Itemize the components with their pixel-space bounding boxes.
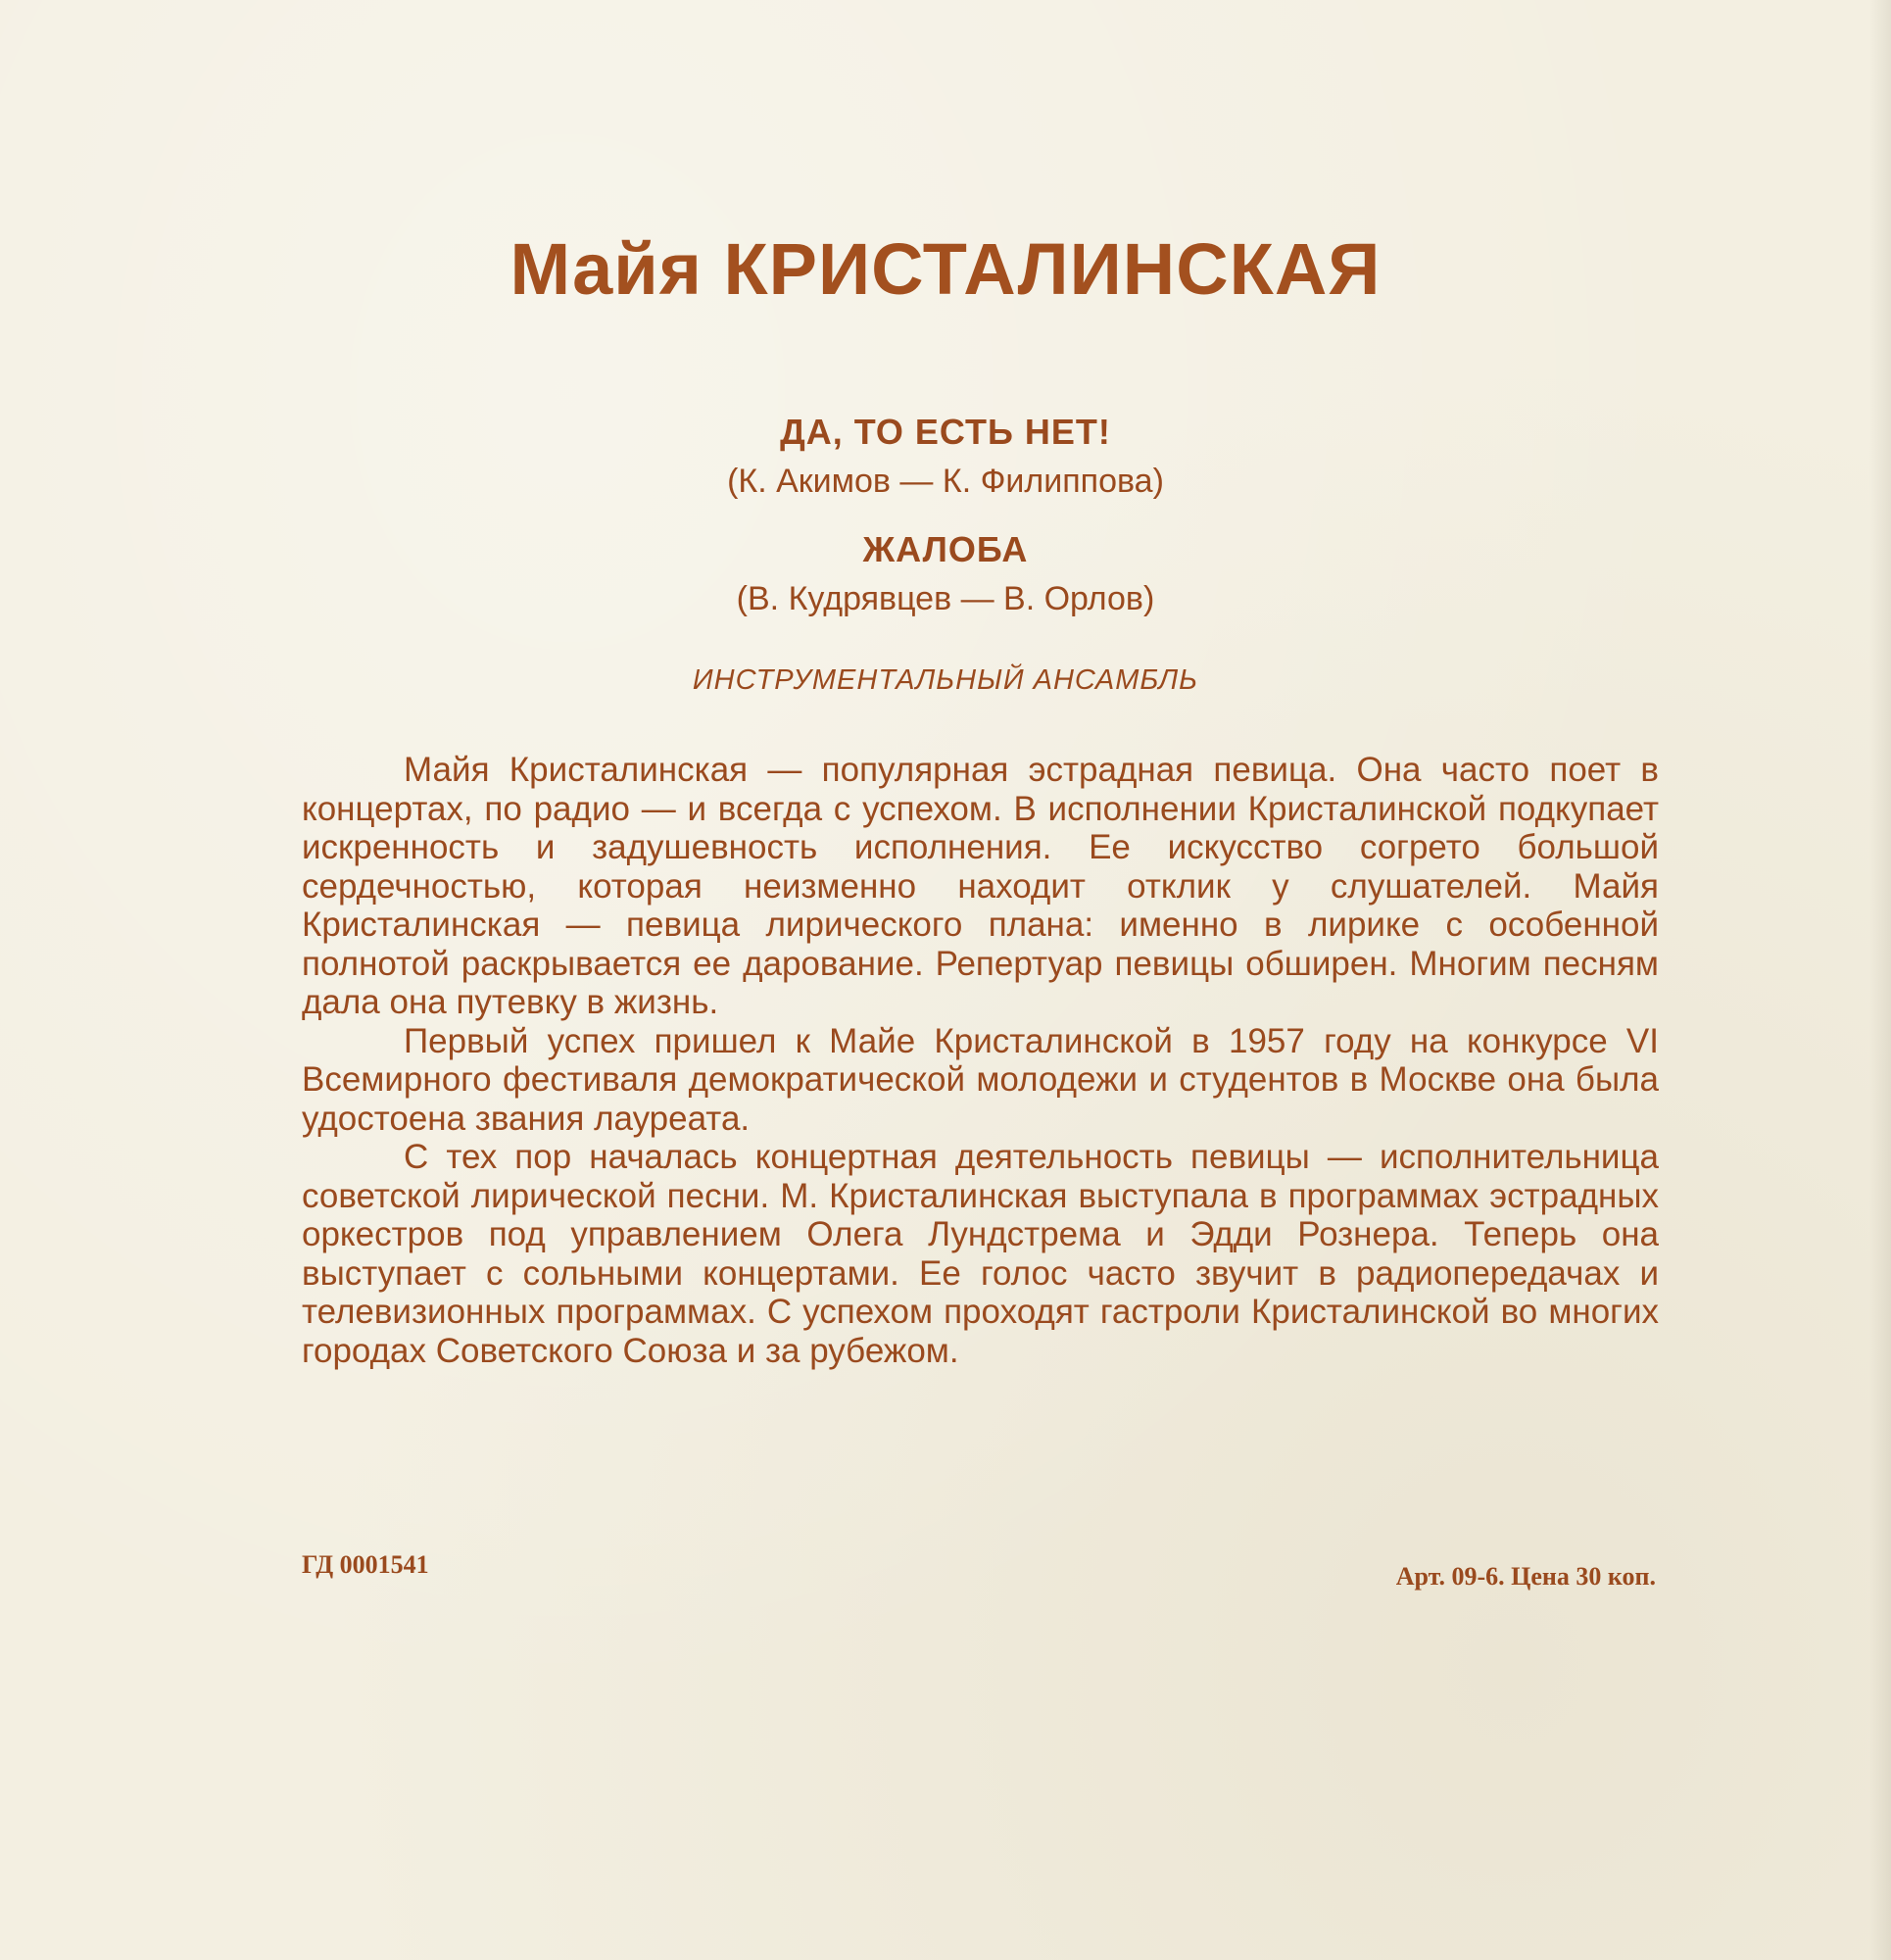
ensemble-label: ИНСТРУМЕНТАЛЬНЫЙ АНСАМБЛЬ bbox=[692, 664, 1199, 696]
artist-title: Майя КРИСТАЛИНСКАЯ bbox=[509, 228, 1382, 310]
song-credits-1: (К. Акимов — К. Филиппова) bbox=[727, 463, 1164, 500]
biography-paragraph-2: Первый успех пришел к Майе Кристалинской в 1957 году на конкурсе VI Всемирного фестиваля демократической молодежи и студентов в Москве она была удостоена звания лауреата. bbox=[302, 1021, 1659, 1138]
song-title-1: ДА, ТО ЕСТЬ НЕТ! bbox=[780, 412, 1111, 452]
biography-paragraph-3: С тех пор началась концертная деятельность певицы — исполнительница советской лирической песни. М. Кристалинская выступала в программах эстрадных оркестров под управлением Олега Лундстрема и Эдди Рознера. Теперь она выступает с сольными концертами. Ее голос часто звучит в радиопередачах и телевизионных программах. С успехом проходят гастроли Кристалинской во многих городах Советского Союза и за рубежом. bbox=[302, 1138, 1659, 1370]
price-label: Арт. 09-6. Цена 30 коп. bbox=[1395, 1562, 1656, 1591]
biography-text bbox=[302, 751, 1659, 1370]
catalog-number: ГД 0001541 bbox=[302, 1550, 429, 1579]
song-credits-2: (В. Кудрявцев — В. Орлов) bbox=[736, 580, 1155, 617]
biography-paragraph-1: Майя Кристалинская — популярная эстрадная певица. Она часто поет в концертах, по радио — и всегда с успехом. В исполнении Кристалинской подкупает искренность и задушевность исполнения. Ее искусство согрето большой сердечностью, которая неизменно находит отклик у слушателей. Майя Кристалинская — певица лирического плана: именно в лирике с особенной полнотой раскрывается ее дарование. Репертуар певицы обширен. Многим песням дала она путевку в жизнь. bbox=[302, 751, 1659, 1021]
song-title-2: ЖАЛОБА bbox=[862, 529, 1029, 569]
